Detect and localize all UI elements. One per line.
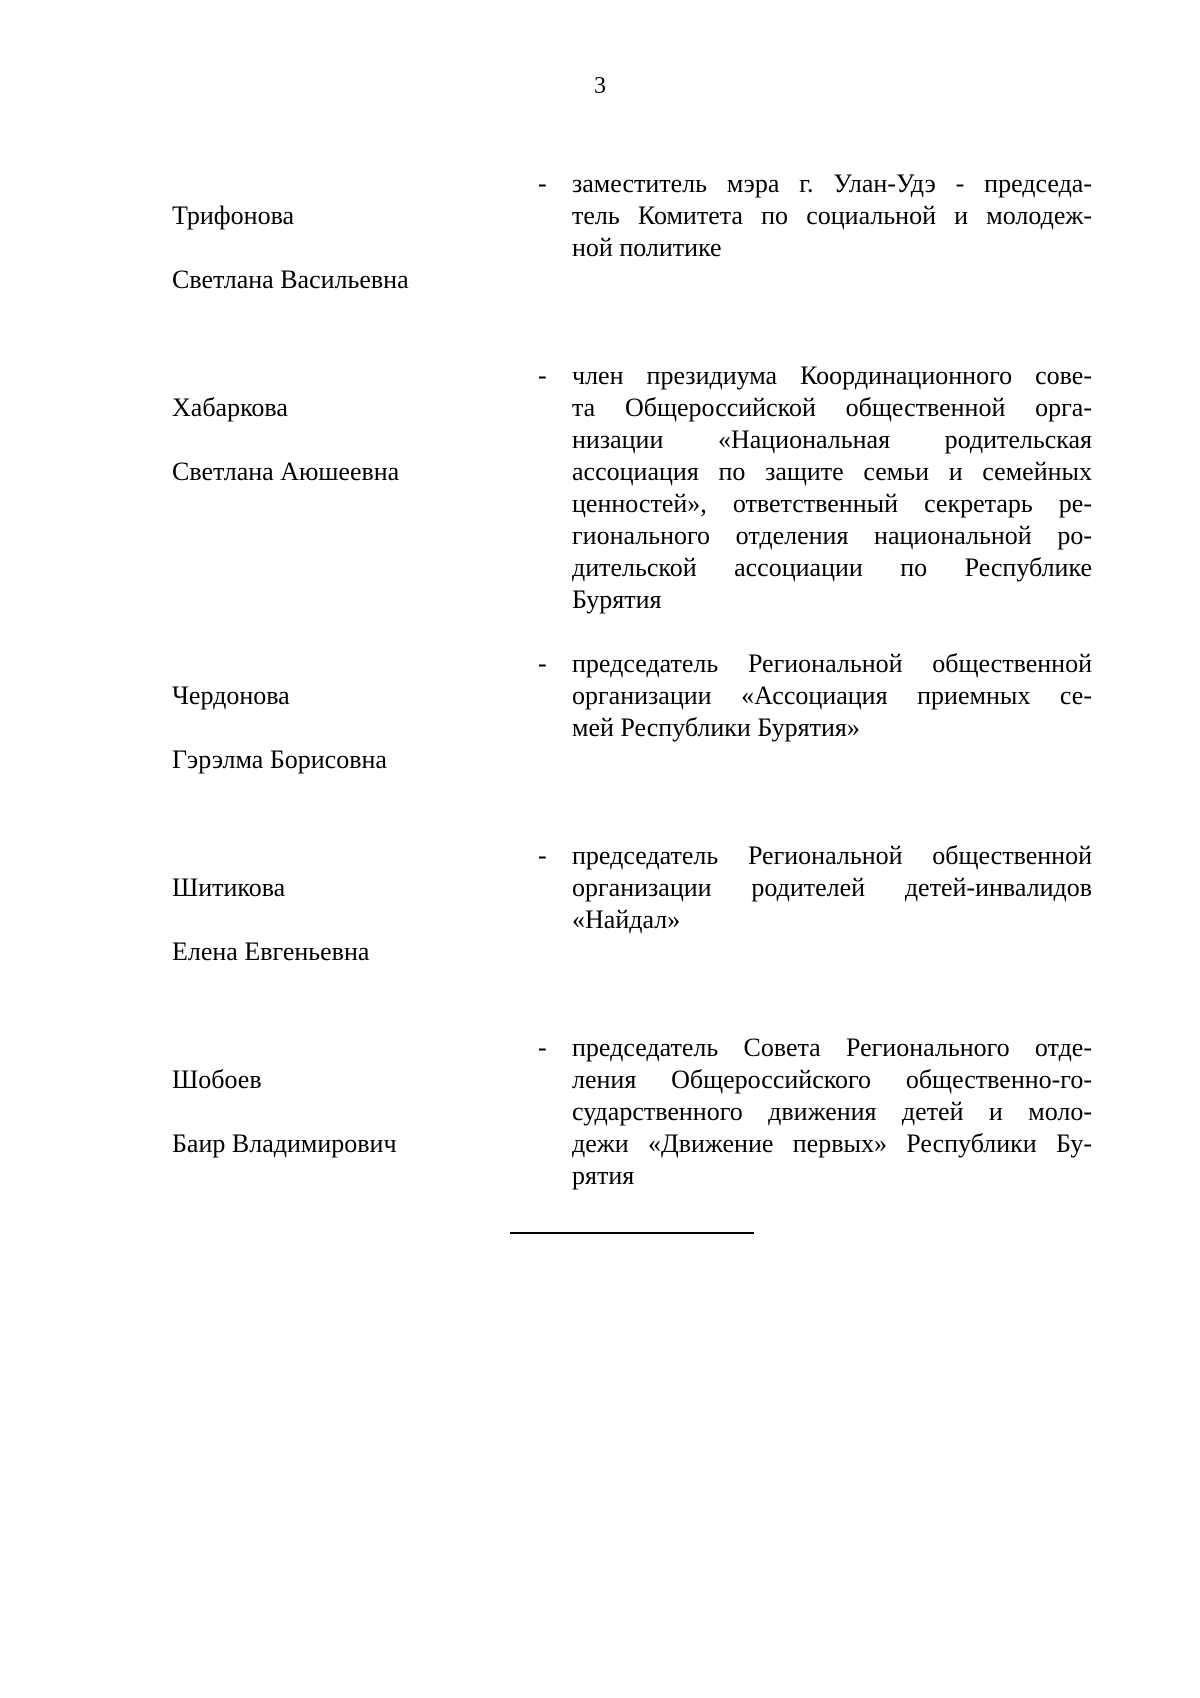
member-entry bbox=[172, 648, 1092, 808]
member-given-names: Елена Евгеньевна bbox=[172, 937, 370, 966]
member-surname: Трифонова bbox=[172, 201, 295, 230]
page-number: 3 bbox=[594, 73, 606, 99]
position-line: рятия bbox=[572, 1161, 635, 1190]
member-list bbox=[172, 168, 1092, 1224]
dash: - bbox=[538, 361, 547, 390]
member-surname: Шитикова bbox=[172, 873, 286, 902]
member-entry bbox=[172, 1032, 1092, 1192]
member-position bbox=[572, 840, 1092, 936]
closing-separator-line bbox=[510, 1232, 754, 1234]
member-position bbox=[572, 168, 1092, 264]
position-line: ления Общероссийского общественно-го- bbox=[572, 1065, 1092, 1094]
position-line: организации родителей детей-инвалидов bbox=[572, 873, 1092, 902]
position-line: ассоциация по защите семьи и семейных bbox=[572, 457, 1092, 486]
member-entry bbox=[172, 360, 1092, 616]
member-given-names: Баир Владимирович bbox=[172, 1129, 397, 1158]
member-entry bbox=[172, 840, 1092, 1000]
position-line: член президиума Координационного сове- bbox=[572, 361, 1092, 390]
member-given-names: Гэрэлма Борисовна bbox=[172, 745, 387, 774]
position-line: заместитель мэра г. Улан-Удэ - председа- bbox=[572, 169, 1092, 198]
member-position bbox=[572, 1032, 1092, 1192]
position-line: организации «Ассоциация приемных се- bbox=[572, 681, 1092, 710]
position-line: дительской ассоциации по Республике bbox=[572, 553, 1092, 582]
dash: - bbox=[538, 649, 547, 678]
position-line: дежи «Движение первых» Республики Бу- bbox=[572, 1129, 1092, 1158]
position-line: ной политике bbox=[572, 233, 722, 262]
position-line: ценностей», ответственный секретарь ре- bbox=[572, 489, 1092, 518]
position-line: председатель Совета Регионального отде- bbox=[572, 1033, 1092, 1062]
position-line: тель Комитета по социальной и молодеж- bbox=[572, 201, 1092, 230]
member-surname: Шобоев bbox=[172, 1065, 262, 1094]
member-name bbox=[172, 360, 538, 520]
member-surname: Чердонова bbox=[172, 681, 290, 710]
position-line: Бурятия bbox=[572, 585, 662, 614]
position-line: низации «Национальная родительская bbox=[572, 425, 1092, 454]
member-name bbox=[172, 840, 538, 1000]
position-line: гионального отделения национальной ро- bbox=[572, 521, 1092, 550]
position-line: сударственного движения детей и моло- bbox=[572, 1097, 1092, 1126]
position-line: «Найдал» bbox=[572, 905, 681, 934]
position-line: председатель Региональной общественной bbox=[572, 649, 1092, 678]
member-given-names: Светлана Васильевна bbox=[172, 265, 409, 294]
position-line: та Общероссийской общественной орга- bbox=[572, 393, 1092, 422]
member-surname: Хабаркова bbox=[172, 393, 288, 422]
member-name bbox=[172, 1032, 538, 1192]
member-given-names: Светлана Аюшеевна bbox=[172, 457, 400, 486]
member-position bbox=[572, 648, 1092, 744]
member-name bbox=[172, 648, 538, 808]
member-position bbox=[572, 360, 1092, 616]
position-line: мей Республики Бурятия» bbox=[572, 713, 860, 742]
dash: - bbox=[538, 1033, 547, 1062]
position-line: председатель Региональной общественной bbox=[572, 841, 1092, 870]
dash: - bbox=[538, 169, 547, 198]
dash: - bbox=[538, 841, 547, 870]
member-name bbox=[172, 168, 538, 328]
member-entry bbox=[172, 168, 1092, 328]
